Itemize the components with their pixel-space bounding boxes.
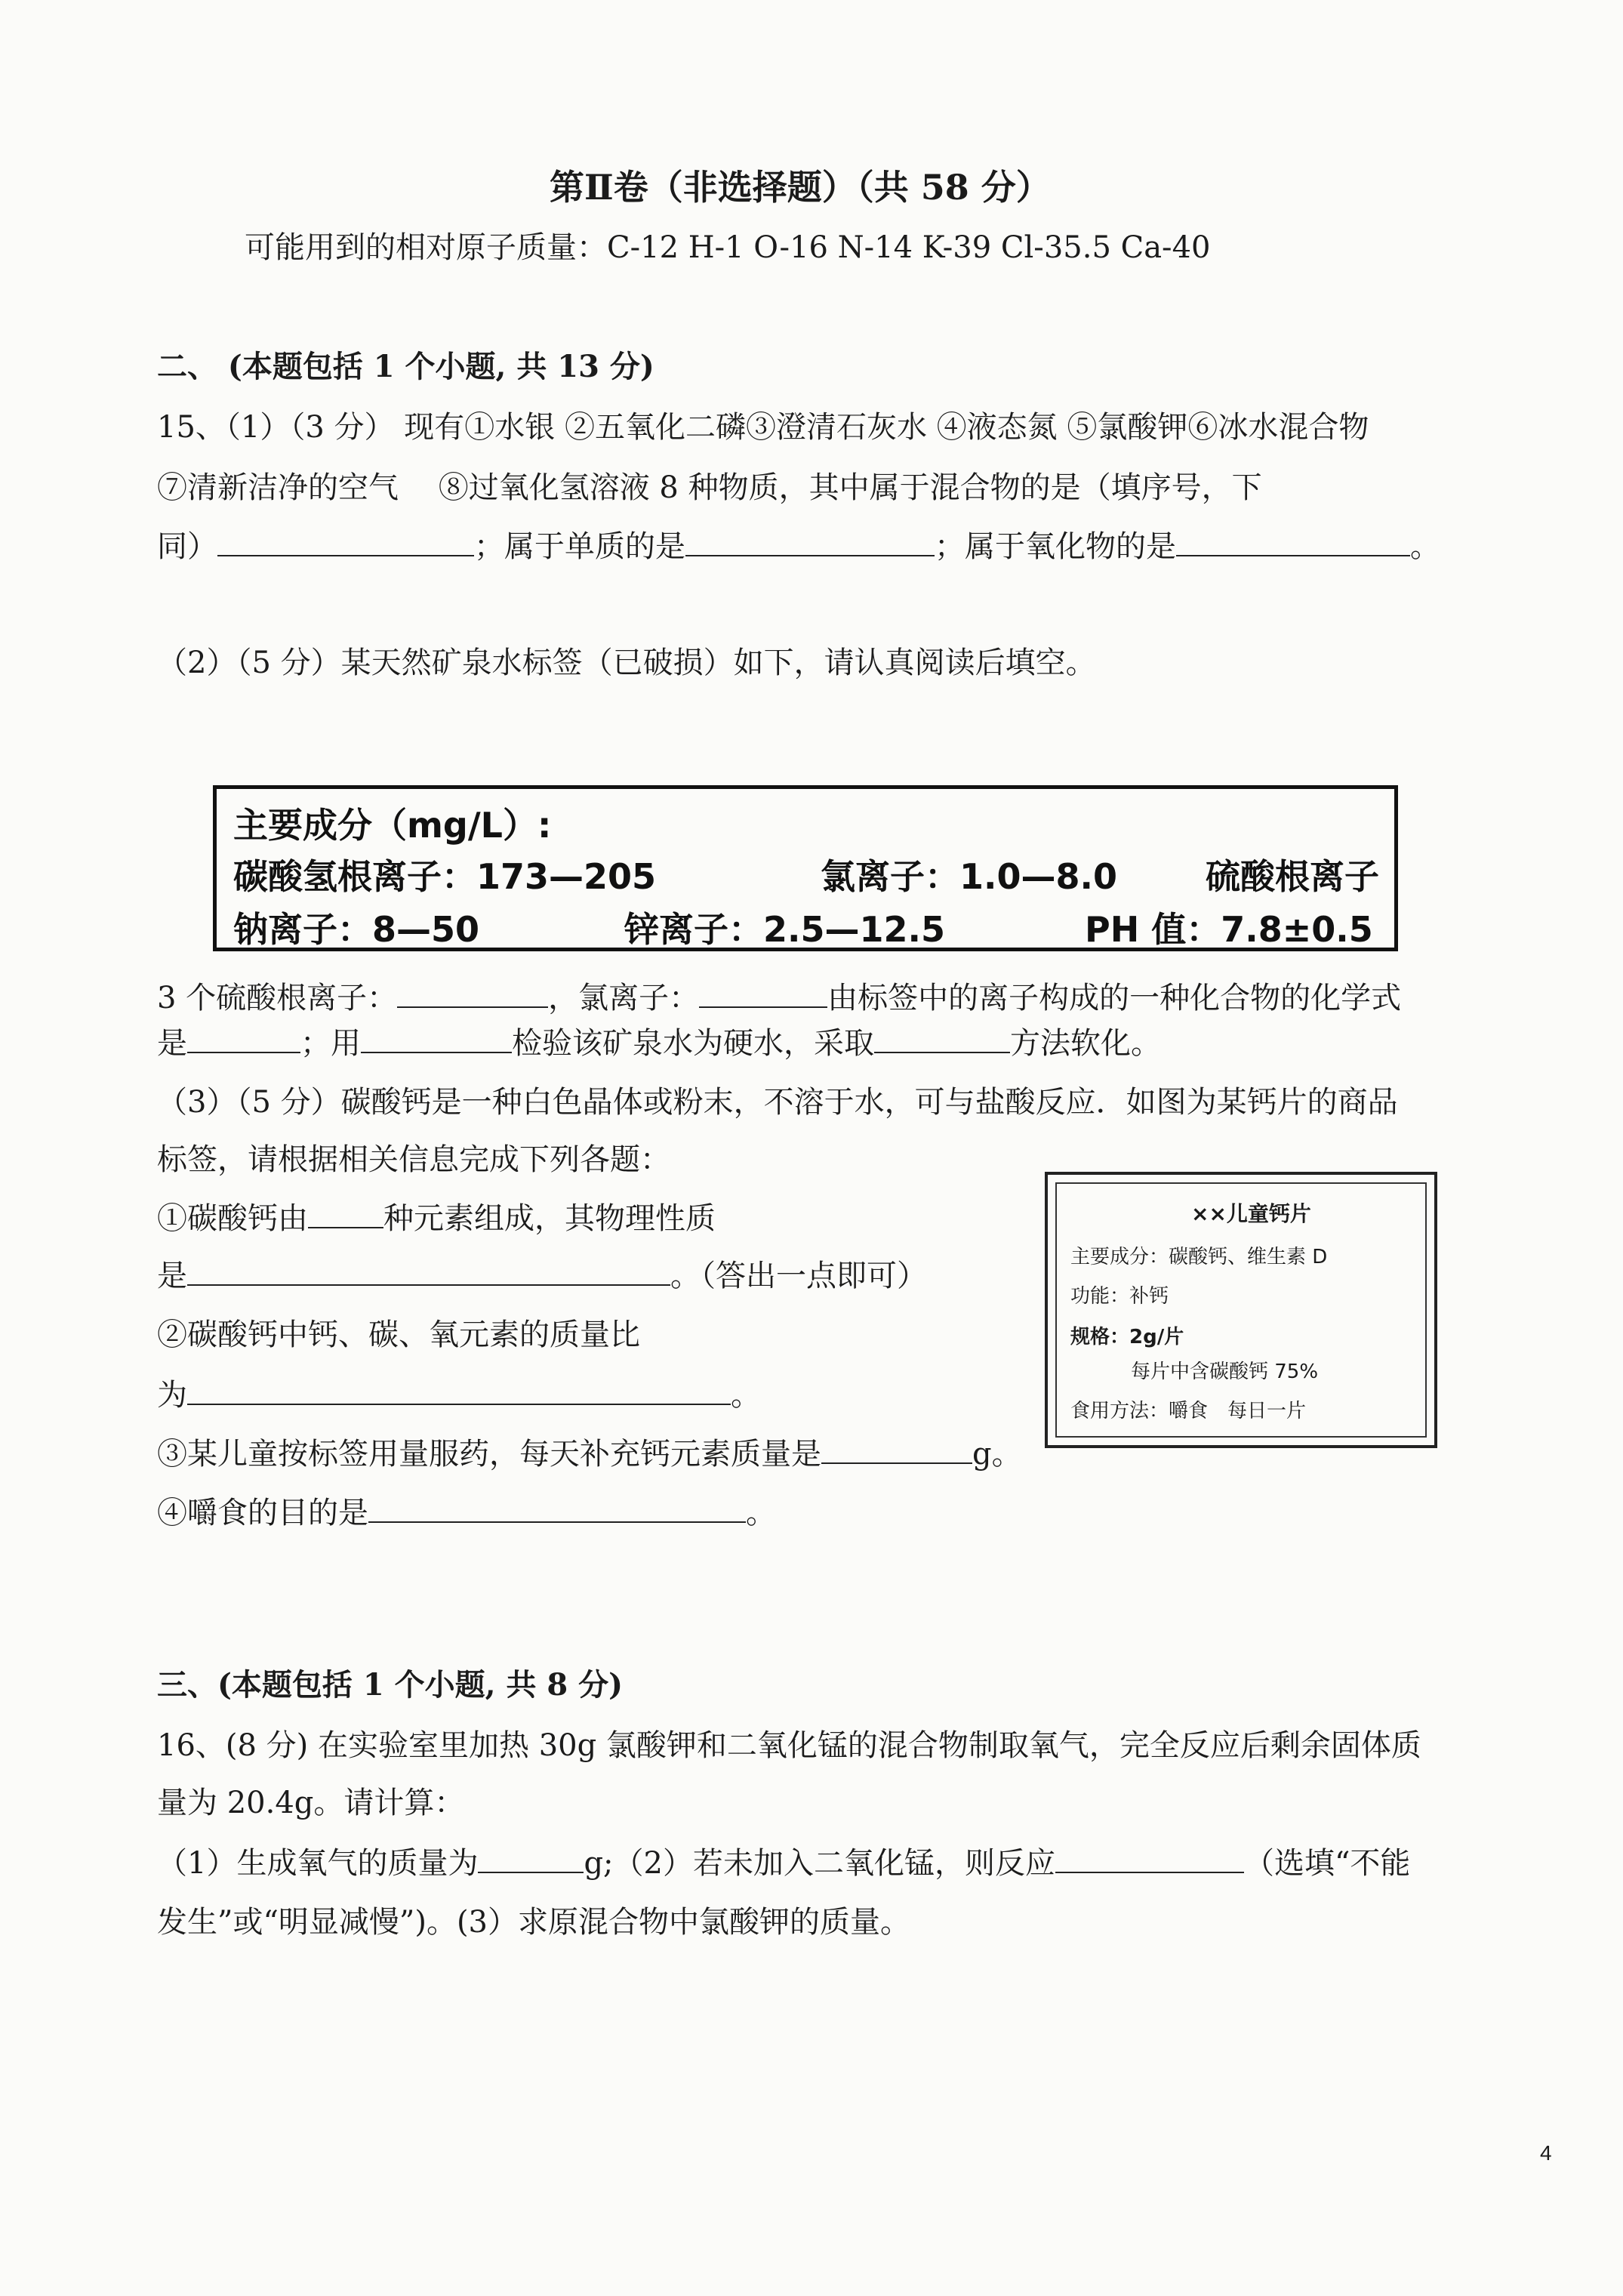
answer-blank-softening[interactable] bbox=[874, 1025, 1010, 1053]
q15-text: 为 bbox=[157, 1378, 187, 1413]
section-2-heading: 二、 (本题包括 1 个小题, 共 13 分) bbox=[157, 349, 654, 384]
answer-blank-sulfate-ions[interactable] bbox=[397, 979, 548, 1008]
water-label-chloride: 氯离子：1.0—8.0 bbox=[821, 856, 1117, 897]
answer-blank-oxygen-mass[interactable] bbox=[478, 1845, 584, 1873]
answer-blank-calcium-mass[interactable] bbox=[821, 1435, 972, 1464]
answer-blank-physical-property[interactable] bbox=[187, 1257, 670, 1286]
page-title: 第Ⅱ卷（非选择题）（共 58 分） bbox=[550, 167, 1051, 208]
calcium-tablet-label bbox=[1045, 1172, 1437, 1448]
calcium-label-function: 功能：补钙 bbox=[1070, 1285, 1169, 1308]
q16-text: （选填“不能 bbox=[1243, 1846, 1411, 1881]
water-label-sulfate: 硫酸根离子 bbox=[1206, 856, 1379, 897]
q15-text: ；用 bbox=[300, 1026, 361, 1061]
q15-text: 检验该矿泉水为硬水，采取 bbox=[512, 1026, 874, 1061]
q15-text: 种元素组成，其物理性质 bbox=[383, 1201, 716, 1236]
q16-line1: 16、(8 分) 在实验室里加热 30g 氯酸钾和二氧化锰的混合物制取氧气，完全反应后剩余固体质 bbox=[157, 1728, 1421, 1763]
q15-part1-line2: ⑦清新洁净的空气 ⑧过氧化氢溶液 8 种物质，其中属于混合物的是（填序号，下 bbox=[157, 470, 1262, 505]
q15-text: 。（答出一点即可） bbox=[670, 1259, 927, 1293]
q15-text: 由标签中的离子构成的一种化合物的化学式 bbox=[827, 981, 1402, 1015]
q16-text: g;（2）若未加入二氧化锰，则反应 bbox=[584, 1846, 1055, 1881]
q15-text: ，氯离子： bbox=[548, 981, 700, 1015]
water-label-title: 主要成分（mg/L）: bbox=[233, 805, 552, 846]
q15-text: 3 个硫酸根离子： bbox=[157, 981, 398, 1015]
answer-blank-chloride-ion[interactable] bbox=[699, 979, 827, 1008]
q15-text: 。 bbox=[731, 1378, 761, 1413]
answer-blank-formula[interactable] bbox=[187, 1025, 300, 1053]
calcium-label-usage: 食用方法：嚼食 每日一片 bbox=[1070, 1400, 1307, 1422]
answer-blank-reaction[interactable] bbox=[1055, 1845, 1244, 1873]
q15-part1-line1: 15、（1）（3 分） 现有①水银 ②五氧化二磷③澄清石灰水 ④液态氮 ⑤氯酸钾⑥冰水混合物 bbox=[157, 410, 1369, 445]
q16-line3 bbox=[157, 1844, 1410, 1883]
q15-text: ④嚼食的目的是 bbox=[157, 1496, 368, 1530]
q16-line4: 发生”或“明显减慢”)。(3）求原混合物中氯酸钾的质量。 bbox=[157, 1905, 911, 1940]
q15-part2-line: （2）（5 分）某天然矿泉水标签（已破损）如下，请认真阅读后填空。 bbox=[157, 646, 1096, 680]
q15-text: ①碳酸钙由 bbox=[157, 1201, 308, 1236]
q15-text: 方法软化。 bbox=[1010, 1026, 1161, 1061]
answer-blank-chewing-purpose[interactable] bbox=[368, 1494, 746, 1523]
q15-part3-line2: 标签，请根据相关信息完成下列各题： bbox=[157, 1142, 670, 1177]
answer-blank-mass-ratio[interactable] bbox=[187, 1376, 731, 1405]
q15-text: ；属于氧化物的是 bbox=[935, 529, 1176, 564]
answer-blank-oxides[interactable] bbox=[1176, 528, 1410, 556]
q15-sub2-line1: ②碳酸钙中钙、碳、氧元素的质量比 bbox=[157, 1318, 640, 1352]
q15-part3-line1: （3）（5 分）碳酸钙是一种白色晶体或粉末，不溶于水，可与盐酸反应．如图为某钙片的商品 bbox=[157, 1085, 1398, 1120]
q15-text: 同） bbox=[157, 529, 217, 564]
q15-text: 。 bbox=[746, 1496, 776, 1530]
q15-sub2-line2 bbox=[157, 1376, 761, 1415]
water-label-ph: PH 值：7.8±0.5 bbox=[1085, 909, 1373, 950]
q15-text: ；属于单质的是 bbox=[474, 529, 685, 564]
q15-sub3-line bbox=[157, 1435, 1022, 1474]
calcium-label-spec: 规格：2g/片 bbox=[1070, 1326, 1184, 1348]
q15-text: 是 bbox=[157, 1026, 187, 1061]
q15-part2-fill-line1 bbox=[157, 978, 1401, 1018]
page-number: 4 bbox=[1540, 2141, 1552, 2165]
q15-part1-line3 bbox=[157, 527, 1440, 566]
answer-blank-reagent[interactable] bbox=[361, 1025, 512, 1053]
q15-text: ③某儿童按标签用量服药，每天补充钙元素质量是 bbox=[157, 1437, 821, 1472]
water-label-zinc: 锌离子：2.5—12.5 bbox=[624, 909, 945, 950]
calcium-label-ingredients: 主要成分：碳酸钙、维生素 D bbox=[1070, 1246, 1328, 1268]
calcium-label-title: ××儿童钙片 bbox=[1191, 1201, 1311, 1226]
q15-text: 。 bbox=[1410, 529, 1440, 564]
water-label-bicarbonate: 碳酸氢根离子：173—205 bbox=[233, 856, 657, 897]
answer-blank-elements[interactable] bbox=[685, 528, 935, 556]
q15-sub1-line2 bbox=[157, 1256, 927, 1296]
q16-text: （1）生成氧气的质量为 bbox=[157, 1846, 479, 1881]
q15-part2-fill-line2 bbox=[157, 1024, 1161, 1063]
q16-line2: 量为 20.4g。请计算： bbox=[157, 1786, 465, 1820]
answer-blank-mixtures[interactable] bbox=[217, 528, 474, 556]
q15-sub4-line bbox=[157, 1493, 776, 1533]
mineral-water-label bbox=[213, 785, 1398, 951]
q15-text: 是 bbox=[157, 1259, 187, 1293]
calcium-label-content: 每片中含碳酸钙 75% bbox=[1131, 1361, 1319, 1383]
q15-text: g。 bbox=[972, 1437, 1022, 1472]
water-label-sodium: 钠离子：8—50 bbox=[233, 909, 480, 950]
answer-blank-element-count[interactable] bbox=[308, 1200, 383, 1228]
q15-sub1-line1 bbox=[157, 1199, 716, 1238]
atomic-masses: 可能用到的相对原子质量：C-12 H-1 O-16 N-14 K-39 Cl-35.5 Ca-40 bbox=[245, 230, 1211, 265]
section-3-heading: 三、(本题包括 1 个小题, 共 8 分) bbox=[157, 1667, 624, 1703]
